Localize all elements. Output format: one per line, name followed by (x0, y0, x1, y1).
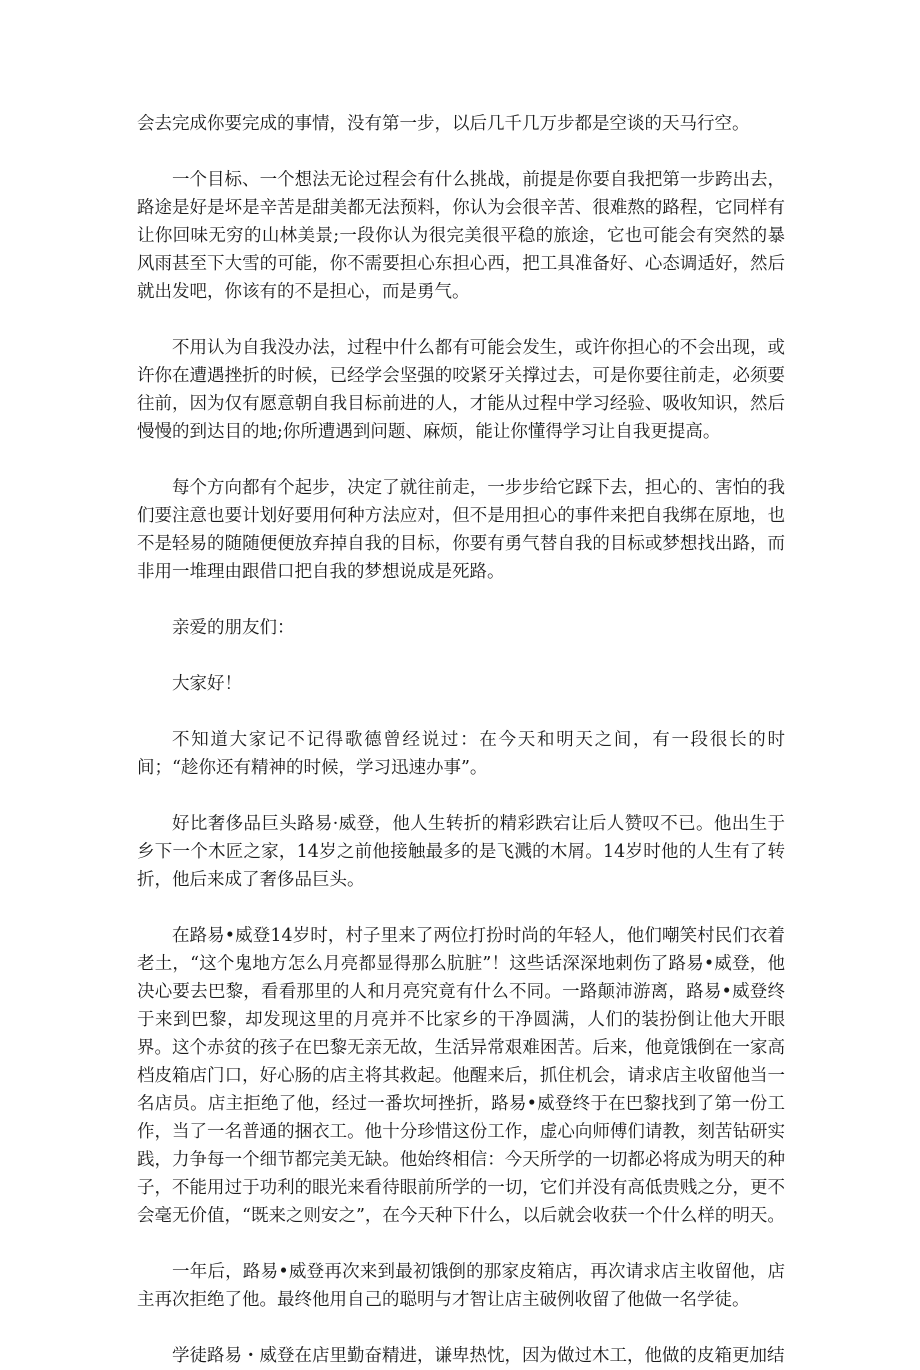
paragraph-louis-vuitton-intro: 好比奢侈品巨头路易·威登，他人生转折的精彩跌宕让后人赞叹不已。他出生于乡下一个木匠之家，14岁之前他接触最多的是飞溅的木屑。14岁时他的人生有了转折，他后来成了奢侈品巨头。 (137, 814, 785, 890)
paragraph-salutation: 亲爱的朋友们： (172, 618, 295, 638)
paragraph-no-giving-up: 不用认为自我没办法，过程中什么都有可能会发生，或许你担心的不会出现，或许你在遭遇挫折的时候，已经学会坚强的咬紧牙关撑过去，可是你要往前走，必须要往前，因为仅有愿意朝自我目标前进的人，才能从过程中学习经验、吸收知识，然后慢慢的到达目的地;你所遭遇到问题、麻烦，能让你懂得学习让自我更提高。 (137, 338, 785, 442)
document-body (137, 110, 785, 1370)
paragraph-goethe-quote: 不知道大家记不记得歌德曾经说过：在今天和明天之间，有一段很长的时间；“趁你还有精神的时候，学习迅速办事”。 (137, 730, 785, 778)
paragraph-every-direction: 每个方向都有个起步，决定了就往前走，一步步给它踩下去，担心的、害怕的我们要注意也要计划好要用何种方法应对，但不是用担心的事件来把自我绑在原地，也不是轻易的随随便便放弃掉自我的目标，你要有勇气替自我的目标或梦想找出路，而非用一堆理由跟借口把自我的梦想说成是死路。 (137, 478, 785, 582)
paragraph-louis-vuitton-paris: 在路易•威登14岁时，村子里来了两位打扮时尚的年轻人，他们嘲笑村民们衣着老土，“这个鬼地方怎么月亮都显得那么肮脏”！这些话深深地刺伤了路易•威登，他决心要去巴黎，看看那里的人和月亮究竟有什么不同。一路颠沛游离，路易•威登终于来到巴黎，却发现这里的月亮并不比家乡的干净圆满，人们的装扮倒让他大开眼界。这个赤贫的孩子在巴黎无亲无故，生活异常艰难困苦。后来，他竟饿倒在一家高档皮箱店门口，好心肠的店主将其救起。他醒来后，抓住机会，请求店主收留他当一名店员。店主拒绝了他，经过一番坎坷挫折，路易•威登终于在巴黎找到了第一份工作，当了一名普通的捆衣工。他十分珍惜这份工作，虚心向师傅们请教，刻苦钻研实践，力争每一个细节都完美无缺。他始终相信：今天所学的一切都必将成为明天的种子，不能用过于功利的眼光来看待眼前所学的一切，它们并没有高低贵贱之分，更不会毫无价值，“既来之则安之”，在今天种下什么，以后就会收获一个什么样的明天。 (137, 926, 785, 1226)
paragraph-goal-first-step: 一个目标、一个想法无论过程会有什么挑战，前提是你要自我把第一步跨出去，路途是好是坏是辛苦是甜美都无法预料，你认为会很辛苦、很难熬的路程，它同样有让你回味无穷的山林美景;一段你认为很完美很平稳的旅途，它也可能会有突然的暴风雨甚至下大雪的可能，你不需要担心东担心西，把工具准备好、心态调适好，然后就出发吧，你该有的不是担心，而是勇气。 (137, 170, 785, 302)
paragraph-one-year-later: 一年后，路易•威登再次来到最初饿倒的那家皮箱店，再次请求店主收留他，店主再次拒绝了他。最终他用自己的聪明与才智让店主破例收留了他做一名学徒。 (137, 1262, 785, 1310)
paragraph-apprentice: 学徒路易・威登在店里勤奋精进，谦卑热忱，因为做过木工，他做的皮箱更加结 (172, 1346, 785, 1366)
paragraph-greeting: 大家好！ (172, 674, 242, 694)
paragraph-continuation: 会去完成你要完成的事情，没有第一步，以后几千几万步都是空谈的天马行空。 (137, 114, 750, 134)
